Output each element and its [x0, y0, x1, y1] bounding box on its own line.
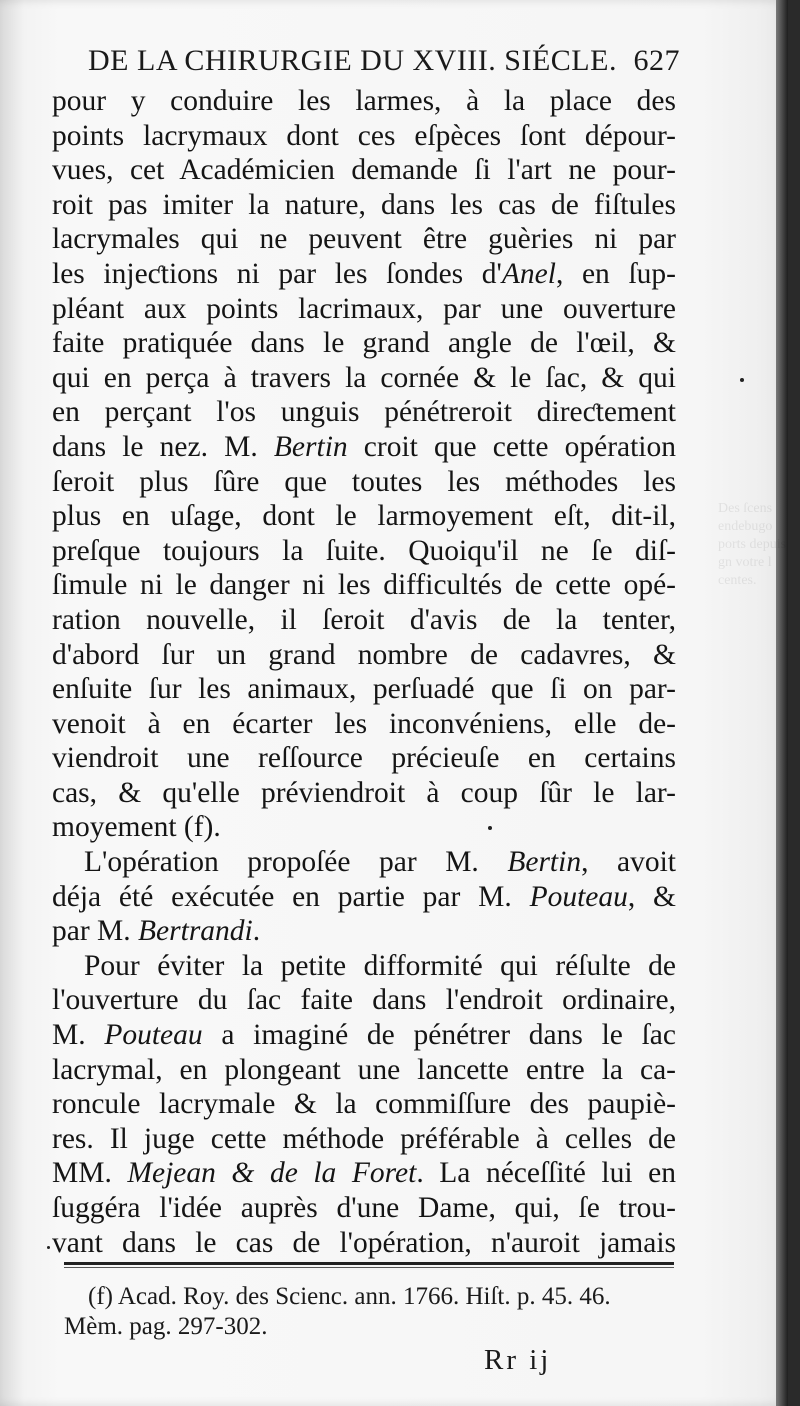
page-edge-shadow	[776, 0, 788, 1406]
text-line: viendroit une reſſource précieuſe en certains	[52, 742, 676, 775]
text-line: preſque toujours la ſuite. Quoiqu'il ne ſe diſ-	[52, 534, 676, 567]
text-line: ration nouvelle, il ſeroit d'avis de la tenter,	[52, 603, 676, 636]
ink-speck	[740, 378, 744, 382]
text-line: Pour éviter la petite difformité qui réſulte de	[84, 949, 676, 982]
text-line: ſimule ni le danger ni les difficultés de cette opé-	[52, 569, 676, 602]
page-number: 627	[633, 44, 680, 77]
text-line: pour y conduire les larmes, à la place des	[52, 85, 676, 117]
text-line: les injeƈtions ni par les ſondes d'Anel, en ſup-	[52, 257, 676, 290]
signature-mark: Rr ij	[484, 1344, 552, 1376]
text-line: par M. Bertrandi.	[52, 915, 261, 948]
text-line: lacrymal, en plongeant une lancette entre la ca-	[52, 1053, 676, 1086]
text-line: res. Il juge cette méthode préférable à celles de	[52, 1122, 676, 1155]
footnote-rule-thin	[64, 1267, 674, 1268]
text-line: en perçant l'os unguis pénétreroit direƈtement	[52, 396, 676, 429]
text-line: moyement (f).	[52, 811, 221, 844]
footnote-rule	[64, 1262, 674, 1265]
show-through-marginalia: Des ſcens endebugo ports depuis gn votre l centes.	[718, 501, 787, 588]
text-line: cas, & qu'elle préviendroit à coup ſûr le lar-	[52, 776, 676, 809]
text-line: points lacrymaux dont ces eſpèces ſont dépour-	[52, 119, 676, 152]
text-line: venoit à en écarter les inconvéniens, elle de-	[52, 707, 676, 740]
text-line: ſuggéra l'idée auprès d'une Dame, qui, ſe trou-	[52, 1192, 676, 1224]
ink-speck	[47, 1246, 50, 1249]
footnote-line: (f) Acad. Roy. des Scienc. ann. 1766. Hiſt. p. 45. 46.	[88, 1283, 611, 1310]
text-line: ſeroit plus ſûre que toutes les méthodes les	[52, 465, 676, 498]
text-line: vant dans le cas de l'opération, n'auroit jamais	[52, 1226, 676, 1259]
footnote	[64, 1282, 678, 1342]
text-line: d'abord ſur un grand nombre de cadavres, &	[52, 638, 676, 671]
body-text	[52, 84, 676, 1260]
text-line: roncule lacrymale & la commiſſure des paupiè-	[52, 1088, 676, 1121]
text-line: pléant aux points lacrimaux, par une ouverture	[52, 292, 676, 325]
text-line: vues, cet Académicien demande ſi l'art ne pour-	[52, 154, 676, 187]
text-line: roit pas imiter la nature, dans les cas de fiſtules	[52, 188, 676, 221]
text-line: faite pratiquée dans le grand angle de l'œil, &	[52, 327, 676, 360]
text-line: lacrymales qui ne peuvent être guèries ni par	[52, 223, 676, 256]
text-line: enſuite ſur les animaux, perſuadé que ſi on par-	[52, 673, 676, 706]
text-line: MM. Mejean & de la Foret. La néceſſité lui en	[52, 1157, 676, 1190]
text-line: L'opération propoſée par M. Bertin, avoit	[84, 846, 676, 879]
text-line: plus en uſage, dont le larmoyement eſt, dit-il,	[52, 500, 676, 533]
running-head: DE LA CHIRURGIE DU XVIII. SIÉCLE.	[88, 44, 617, 77]
text-line: M. Pouteau a imaginé de pénétrer dans le ſac	[52, 1019, 676, 1052]
text-line: qui en perça à travers la cornée & le ſac, & qui	[52, 361, 676, 394]
page-header	[88, 44, 680, 88]
footnote-line: Mèm. pag. 297-302.	[64, 1313, 268, 1340]
text-line: déja été exécutée en partie par M. Pouteau, &	[52, 880, 676, 913]
text-line: l'ouverture du ſac faite dans l'endroit ordinaire,	[52, 984, 676, 1017]
ink-speck	[488, 826, 492, 830]
text-line: dans le nez. M. Bertin croit que cette opération	[52, 430, 677, 463]
